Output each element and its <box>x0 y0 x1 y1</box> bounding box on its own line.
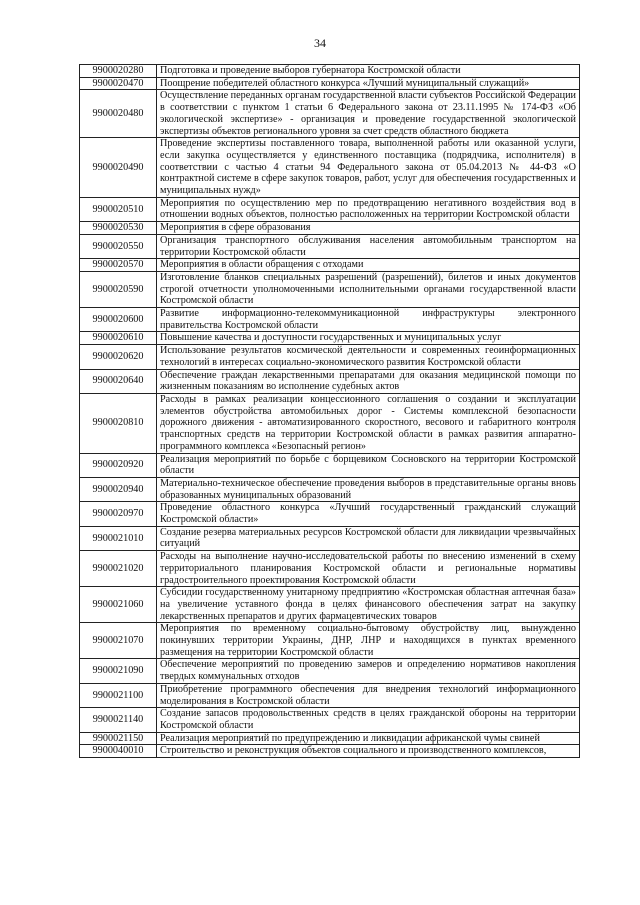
row-code: 9900020640 <box>80 369 157 393</box>
row-description: Обеспечение мероприятий по проведению замеров и определению нормативов накопления твердых коммунальных отходов <box>157 659 580 683</box>
row-code: 9900020810 <box>80 393 157 453</box>
table-row <box>80 683 580 707</box>
row-description: Использование результатов космической деятельности и современных геоинформационных технологий в интересах социально-экономического развития Костромской области <box>157 345 580 369</box>
row-description: Обеспечение граждан лекарственными препаратами для оказания медицинской помощи по жизненным показаниям во исполнение судебных актов <box>157 369 580 393</box>
table-row <box>80 90 580 138</box>
row-description: Мероприятия в сфере образования <box>157 222 580 235</box>
row-description: Мероприятия по временному социально-бытовому обустройству лиц, вынужденно покинувших территории Украины, ДНР, ЛНР и находящихся в пунктах временного размещения на территории Костромской области <box>157 623 580 659</box>
row-description: Мероприятия по осуществлению мер по предотвращению негативного воздействия вод в отношении водных объектов, полностью расположенных на территории Костромской области <box>157 197 580 221</box>
table-row <box>80 65 580 78</box>
table-row <box>80 77 580 90</box>
table-row <box>80 271 580 307</box>
row-code: 9900040010 <box>80 745 157 758</box>
row-description: Проведение областного конкурса «Лучший государственный гражданский служащий Костромской области» <box>157 502 580 526</box>
row-code: 9900020530 <box>80 222 157 235</box>
row-code: 9900020490 <box>80 138 157 198</box>
row-code: 9900020920 <box>80 453 157 477</box>
table-row <box>80 393 580 453</box>
row-description: Создание запасов продовольственных средств в целях гражданской обороны на территории Костромской области <box>157 708 580 732</box>
table-row <box>80 526 580 550</box>
row-code: 9900021070 <box>80 623 157 659</box>
table-row <box>80 587 580 623</box>
row-description: Подготовка и проведение выборов губернатора Костромской области <box>157 65 580 78</box>
row-description: Субсидии государственному унитарному предприятию «Костромская областная аптечная база» на увеличение уставного фонда в целях финансового обеспечения затрат на закупку лекарственных препаратов и других фармацевтических товаров <box>157 587 580 623</box>
row-code: 9900021020 <box>80 551 157 587</box>
row-description: Приобретение программного обеспечения для внедрения технологий информационного моделирования в Костромской области <box>157 683 580 707</box>
row-description: Создание резерва материальных ресурсов Костромской области для ликвидации чрезвычайных ситуаций <box>157 526 580 550</box>
budget-codes-table <box>79 64 580 758</box>
row-code: 9900020970 <box>80 502 157 526</box>
row-description: Мероприятия в области обращения с отходами <box>157 259 580 272</box>
row-description: Расходы на выполнение научно-исследовательской работы по внесению изменений в схему территориального планирования Костромской области и региональные нормативы градостроительного проектирования Костромской области <box>157 551 580 587</box>
row-code: 9900021100 <box>80 683 157 707</box>
row-code: 9900021090 <box>80 659 157 683</box>
row-code: 9900021140 <box>80 708 157 732</box>
row-code: 9900020610 <box>80 332 157 345</box>
table-row <box>80 332 580 345</box>
row-code: 9900020480 <box>80 90 157 138</box>
table-row <box>80 308 580 332</box>
table-row <box>80 453 580 477</box>
table-row <box>80 477 580 501</box>
table-row <box>80 623 580 659</box>
row-code: 9900020510 <box>80 197 157 221</box>
table-row <box>80 234 580 258</box>
row-description: Организация транспортного обслуживания населения автомобильным транспортом на территории Костромской области <box>157 234 580 258</box>
row-code: 9900020620 <box>80 345 157 369</box>
table-row <box>80 708 580 732</box>
row-code: 9900020940 <box>80 477 157 501</box>
row-description: Реализация мероприятий по борьбе с борщевиком Сосновского на территории Костромской области <box>157 453 580 477</box>
row-description: Повышение качества и доступности государственных и муниципальных услуг <box>157 332 580 345</box>
row-code: 9900020280 <box>80 65 157 78</box>
row-description: Материально-техническое обеспечение проведения выборов в представительные органы вновь образованных муниципальных образований <box>157 477 580 501</box>
table-row <box>80 259 580 272</box>
row-code: 9900021010 <box>80 526 157 550</box>
row-code: 9900021060 <box>80 587 157 623</box>
table-row <box>80 138 580 198</box>
row-code: 9900020570 <box>80 259 157 272</box>
table-row <box>80 551 580 587</box>
row-description: Реализация мероприятий по предупреждению и ликвидации африканской чумы свиней <box>157 732 580 745</box>
row-code: 9900020590 <box>80 271 157 307</box>
row-code: 9900020470 <box>80 77 157 90</box>
row-code: 9900020550 <box>80 234 157 258</box>
table-row <box>80 369 580 393</box>
row-description: Поощрение победителей областного конкурса «Лучший муниципальный служащий» <box>157 77 580 90</box>
row-description: Строительство и реконструкция объектов социального и производственного комплексов, <box>157 745 580 758</box>
table-row <box>80 745 580 758</box>
row-description: Развитие информационно-телекоммуникационной инфраструктуры электронного правительства Костромской области <box>157 308 580 332</box>
table-row <box>80 659 580 683</box>
row-description: Проведение экспертизы поставленного товара, выполненной работы или оказанной услуги, если закупка осуществляется у единственного поставщика (подрядчика, исполнителя) в соответствии с частью 4 статьи 94 Федерального закона от 05.04.2013 № 44-ФЗ «О контрактной системе в сфере закупок товаров, работ, услуг для обеспечения государственных и муниципальных нужд» <box>157 138 580 198</box>
table-row <box>80 222 580 235</box>
row-description: Расходы в рамках реализации концессионного соглашения о создании и эксплуатации элементов обустройства автомобильных дорог - Системы комплексной безопасности дорожного движения - автоматизированного скоростного, весового и габаритного контроля транспортных средств на территории Костромской области в рамках развития аппаратно-программного комплекса «Безопасный регион» <box>157 393 580 453</box>
row-code: 9900020600 <box>80 308 157 332</box>
row-description: Изготовление бланков специальных разрешений (разрешений), билетов и иных документов строгой отчетности уполномоченными исполнительными органами государственной власти Костромской области <box>157 271 580 307</box>
row-description: Осуществление переданных органам государственной власти субъектов Российской Федерации в соответствии с пунктом 1 статьи 6 Федерального закона от 23.11.1995 № 174-ФЗ «Об экологической экспертизе» - организация и проведение государственной экологической экспертизы объектов регионального уровня за счет средств областного бюджета <box>157 90 580 138</box>
table-body <box>80 65 580 758</box>
row-code: 9900021150 <box>80 732 157 745</box>
table-row <box>80 345 580 369</box>
table-row <box>80 197 580 221</box>
table-row <box>80 732 580 745</box>
table-row <box>80 502 580 526</box>
page-number: 34 <box>314 36 326 50</box>
